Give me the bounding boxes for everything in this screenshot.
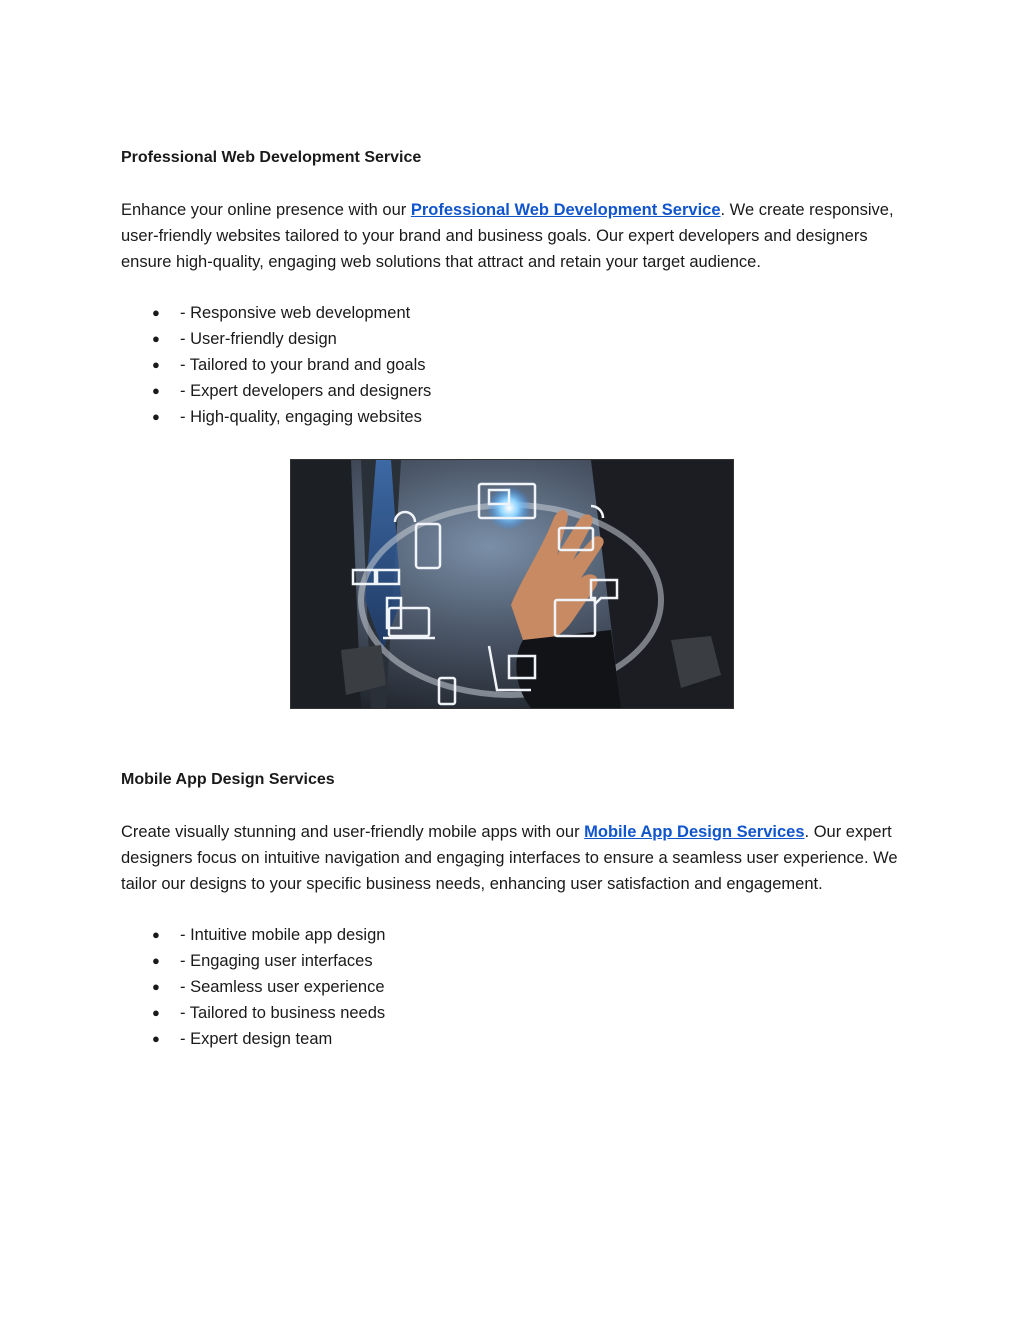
- section-paragraph-mobile-app: [121, 819, 911, 897]
- list-item-text: - Responsive web development: [180, 304, 411, 322]
- list-item: [152, 378, 431, 404]
- list-item-text: - User-friendly design: [180, 330, 337, 348]
- bullet-icon: ●: [152, 979, 160, 994]
- list-item-text: - Expert developers and designers: [180, 382, 432, 400]
- paragraph-text: Enhance your online presence with our: [121, 201, 411, 219]
- bullet-icon: ●: [152, 305, 160, 320]
- list-item-text: - Intuitive mobile app design: [180, 926, 386, 944]
- bullet-icon: ●: [152, 927, 160, 942]
- list-item: [152, 1026, 385, 1052]
- paragraph-text: . Our expert designers focus on intuitive navigation and engaging interfaces to ensure a seamless user experience. We tailor our designs to your specific business needs, enhancing user satisfaction and engagement.: [121, 823, 898, 893]
- bullet-list-web-development: [152, 300, 431, 430]
- list-item-text: - Engaging user interfaces: [180, 952, 373, 970]
- mobile-app-design-link[interactable]: Mobile App Design Services: [584, 823, 805, 841]
- list-item: [152, 404, 431, 430]
- paragraph-text: . We create responsive, user-friendly websites tailored to your brand and business goals. Our expert developers and designers ensure high-quality, engaging web solutions that attract and retain your target audience.: [121, 201, 894, 271]
- section-paragraph-web-development: [121, 197, 911, 275]
- bullet-icon: ●: [152, 1031, 160, 1046]
- list-item-text: - Seamless user experience: [180, 978, 385, 996]
- web-development-link[interactable]: Professional Web Development Service: [410, 201, 721, 219]
- section-heading-web-development: Professional Web Development Service: [121, 149, 422, 166]
- bullet-icon: ●: [152, 357, 160, 372]
- list-item: [152, 948, 385, 974]
- section-heading-mobile-app: Mobile App Design Services: [121, 771, 335, 788]
- list-item-text: - Tailored to your brand and goals: [180, 356, 426, 374]
- bullet-list-mobile-app: [152, 922, 385, 1052]
- paragraph-text: Create visually stunning and user-friendly mobile apps with our: [121, 823, 585, 841]
- list-item: [152, 922, 385, 948]
- bullet-icon: ●: [152, 409, 160, 424]
- list-item: [152, 326, 431, 352]
- bullet-icon: ●: [152, 1005, 160, 1020]
- list-item-text: - High-quality, engaging websites: [180, 408, 422, 426]
- list-item-text: - Tailored to business needs: [180, 1004, 386, 1022]
- hand-touching-network-icons-photo: [291, 460, 733, 708]
- bullet-icon: ●: [152, 383, 160, 398]
- list-item: [152, 1000, 385, 1026]
- list-item: [152, 974, 385, 1000]
- bullet-icon: ●: [152, 953, 160, 968]
- hand-network-illustration: [290, 459, 734, 709]
- bullet-icon: ●: [152, 331, 160, 346]
- list-item: [152, 352, 431, 378]
- list-item: [152, 300, 431, 326]
- list-item-text: - Expert design team: [180, 1030, 333, 1048]
